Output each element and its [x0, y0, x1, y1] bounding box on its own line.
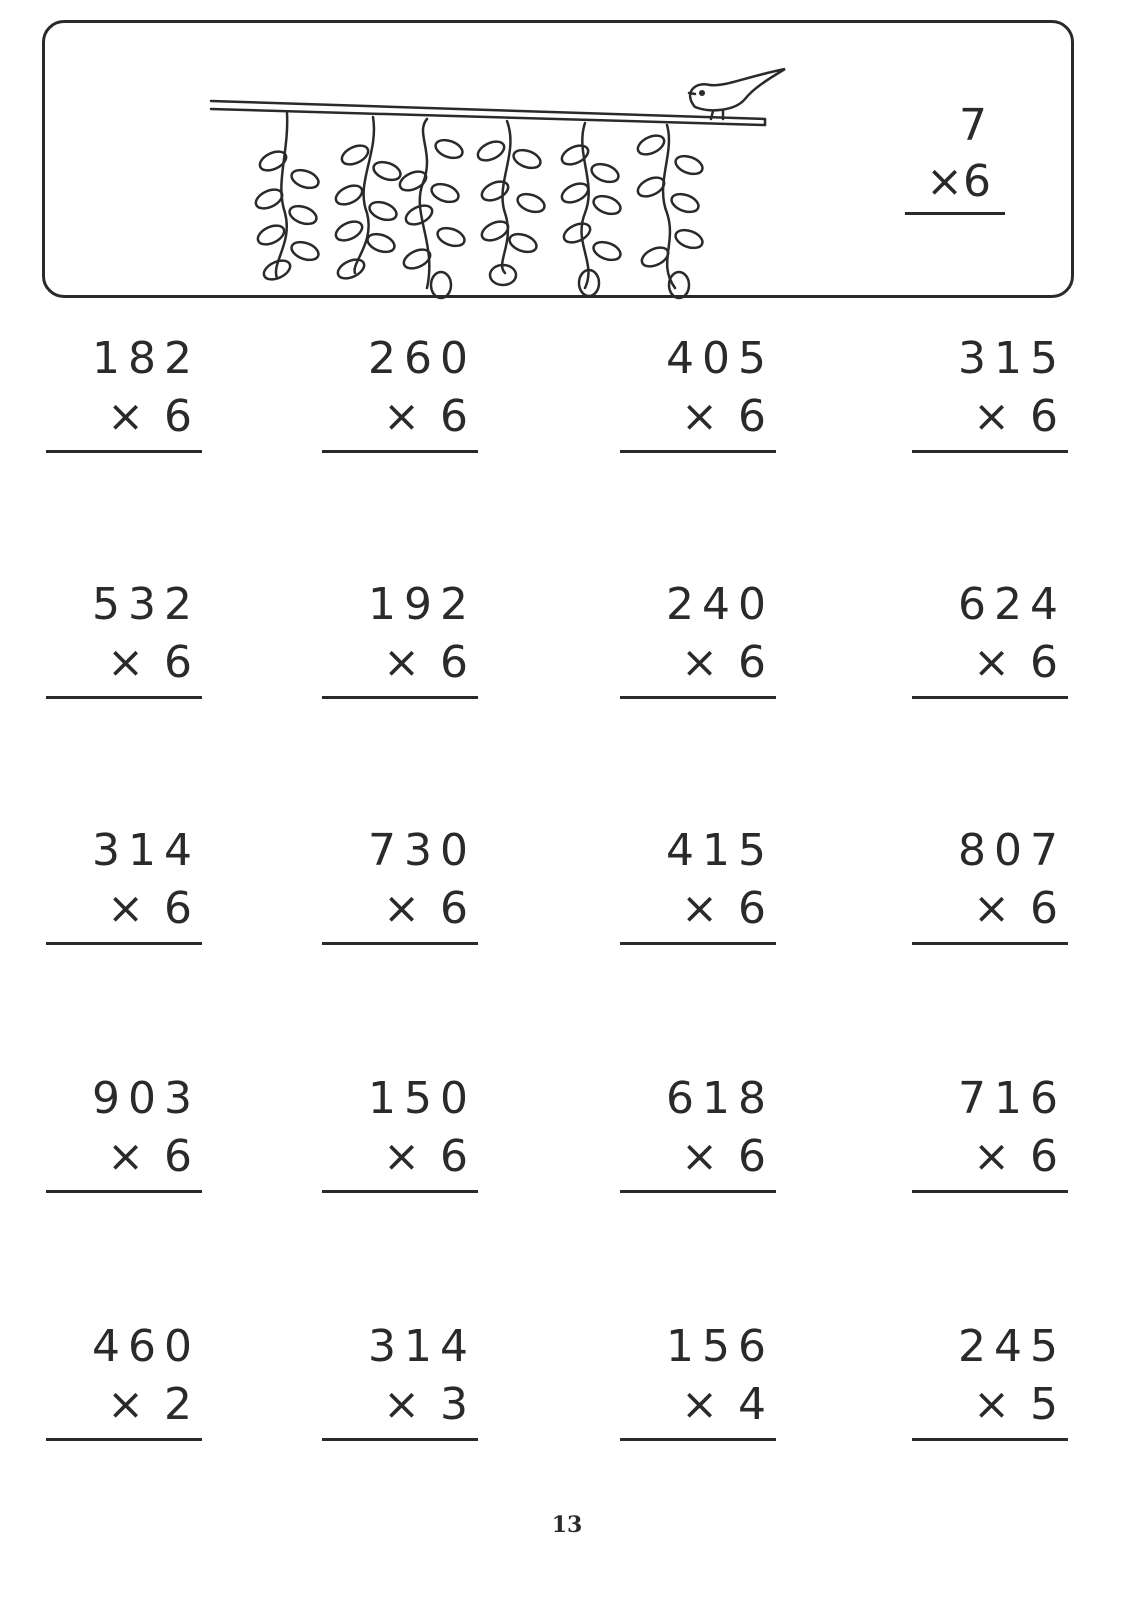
multiplier-row: [912, 1128, 1068, 1186]
multiplicand: 460: [92, 1321, 200, 1372]
multiplicand: 532: [92, 579, 200, 630]
multiplier: 6: [164, 637, 192, 688]
multiplier-row: [322, 1376, 478, 1434]
multiply-sign: ×: [973, 883, 1010, 934]
multiplication-problem: [322, 330, 478, 453]
multiplier: 6: [440, 883, 468, 934]
answer-line: [620, 696, 776, 699]
multiplicand: 314: [92, 825, 200, 876]
multiplication-problem: [46, 330, 202, 453]
multiply-sign: ×: [681, 883, 718, 934]
multiply-sign: ×: [383, 637, 420, 688]
multiplicand: 807: [958, 825, 1066, 876]
multiplication-problem: [46, 1318, 202, 1441]
multiplication-problem: [912, 330, 1068, 453]
answer-line: [322, 942, 478, 945]
answer-line: [912, 1438, 1068, 1441]
multiplicand: 150: [368, 1073, 476, 1124]
multiply-sign: ×: [973, 637, 1010, 688]
multiplier: 6: [1030, 637, 1058, 688]
multiplier-row: [912, 1376, 1068, 1434]
multiplicand: 624: [958, 579, 1066, 630]
multiplier-row: [46, 634, 202, 692]
multiplicand: 314: [368, 1321, 476, 1372]
answer-line: [912, 942, 1068, 945]
answer-line: [620, 1190, 776, 1193]
multiply-sign: ×: [107, 1379, 144, 1430]
multiplier: 6: [738, 883, 766, 934]
multiplier-row: [46, 1128, 202, 1186]
multiplicand: 415: [666, 825, 774, 876]
answer-line: [322, 696, 478, 699]
multiply-sign: ×: [107, 883, 144, 934]
multiplier: 6: [164, 883, 192, 934]
multiplicand: 903: [92, 1073, 200, 1124]
answer-line: [912, 696, 1068, 699]
multiplicand: 245: [958, 1321, 1066, 1372]
multiplicand: 182: [92, 333, 200, 384]
multiplier-row: [322, 880, 478, 938]
answer-line: [46, 1190, 202, 1193]
multiplier-row: [46, 388, 202, 446]
multiply-sign: ×: [973, 391, 1010, 442]
multiply-sign: ×: [107, 637, 144, 688]
multiplicand: 192: [368, 579, 476, 630]
multiplicand: 260: [368, 333, 476, 384]
example-multiplicand: 7: [959, 100, 987, 151]
multiplier-row: [322, 388, 478, 446]
multiply-sign: ×: [383, 1379, 420, 1430]
multiplier: 6: [738, 1131, 766, 1182]
multiplication-problem: [912, 576, 1068, 699]
answer-line: [620, 1438, 776, 1441]
multiplier: 6: [164, 391, 192, 442]
multiplicand: 716: [958, 1073, 1066, 1124]
multiplier: 6: [440, 1131, 468, 1182]
multiplication-problem: [912, 822, 1068, 945]
multiplier-row: [46, 1376, 202, 1434]
page-number: 13: [551, 1512, 583, 1538]
answer-line: [46, 696, 202, 699]
multiplier-row: [912, 634, 1068, 692]
multiplier: 6: [1030, 391, 1058, 442]
multiplier-row: [620, 880, 776, 938]
multiplication-problem: [620, 1070, 776, 1193]
multiplier-row: [912, 880, 1068, 938]
multiply-sign: ×: [681, 637, 718, 688]
multiply-sign: ×: [383, 1131, 420, 1182]
bird-on-branch-with-hanging-vines-icon: [205, 63, 805, 313]
multiplicand: 730: [368, 825, 476, 876]
answer-line: [322, 1190, 478, 1193]
example-multiplier: 6: [963, 156, 991, 207]
answer-line: [620, 450, 776, 453]
answer-line: [46, 1438, 202, 1441]
multiplier-row: [322, 1128, 478, 1186]
multiply-sign: ×: [107, 391, 144, 442]
multiplier: 6: [1030, 1131, 1058, 1182]
multiply-sign: ×: [973, 1131, 1010, 1182]
multiplier: 6: [440, 637, 468, 688]
answer-line: [322, 450, 478, 453]
multiplication-problem: [620, 1318, 776, 1441]
multiplication-problem: [322, 576, 478, 699]
multiplier: 6: [738, 391, 766, 442]
multiplier: 2: [164, 1379, 192, 1430]
multiplicand: 618: [666, 1073, 774, 1124]
multiplication-problem: [46, 822, 202, 945]
multiplication-problem: [912, 1070, 1068, 1193]
multiplier-row: [620, 1376, 776, 1434]
multiplication-problem: [620, 576, 776, 699]
answer-line: [620, 942, 776, 945]
multiply-sign: ×: [681, 1131, 718, 1182]
multiply-sign: ×: [681, 1379, 718, 1430]
multiplier: 6: [1030, 883, 1058, 934]
multiplier: 3: [440, 1379, 468, 1430]
multiplier: 5: [1030, 1379, 1058, 1430]
multiplication-problem: [912, 1318, 1068, 1441]
multiplication-problem: [322, 1318, 478, 1441]
multiplier-row: [912, 388, 1068, 446]
multiplier: 6: [738, 637, 766, 688]
answer-line: [46, 450, 202, 453]
example-multiplier-row: [905, 154, 1005, 210]
multiplier-row: [620, 1128, 776, 1186]
multiplication-problem: [322, 822, 478, 945]
multiply-sign: ×: [107, 1131, 144, 1182]
multiply-sign: ×: [383, 883, 420, 934]
multiplier-row: [46, 880, 202, 938]
example-problem: [905, 98, 1005, 215]
multiply-sign: ×: [383, 391, 420, 442]
answer-line: [905, 212, 1005, 215]
multiplicand: 315: [958, 333, 1066, 384]
answer-line: [322, 1438, 478, 1441]
multiplier: 6: [440, 391, 468, 442]
header-box: [42, 20, 1074, 298]
multiplier: 4: [738, 1379, 766, 1430]
multiplicand: 240: [666, 579, 774, 630]
multiplier-row: [620, 634, 776, 692]
multiplication-problem: [620, 330, 776, 453]
multiplication-problem: [46, 1070, 202, 1193]
multiply-sign: ×: [681, 391, 718, 442]
multiplication-problem: [46, 576, 202, 699]
multiplier-row: [322, 634, 478, 692]
multiplicand: 156: [666, 1321, 774, 1372]
multiply-sign: ×: [973, 1379, 1010, 1430]
multiply-sign: ×: [926, 156, 963, 207]
answer-line: [46, 942, 202, 945]
multiplicand: 405: [666, 333, 774, 384]
multiplication-problem: [620, 822, 776, 945]
multiplier-row: [620, 388, 776, 446]
multiplier: 6: [164, 1131, 192, 1182]
multiplication-problem: [322, 1070, 478, 1193]
answer-line: [912, 450, 1068, 453]
answer-line: [912, 1190, 1068, 1193]
